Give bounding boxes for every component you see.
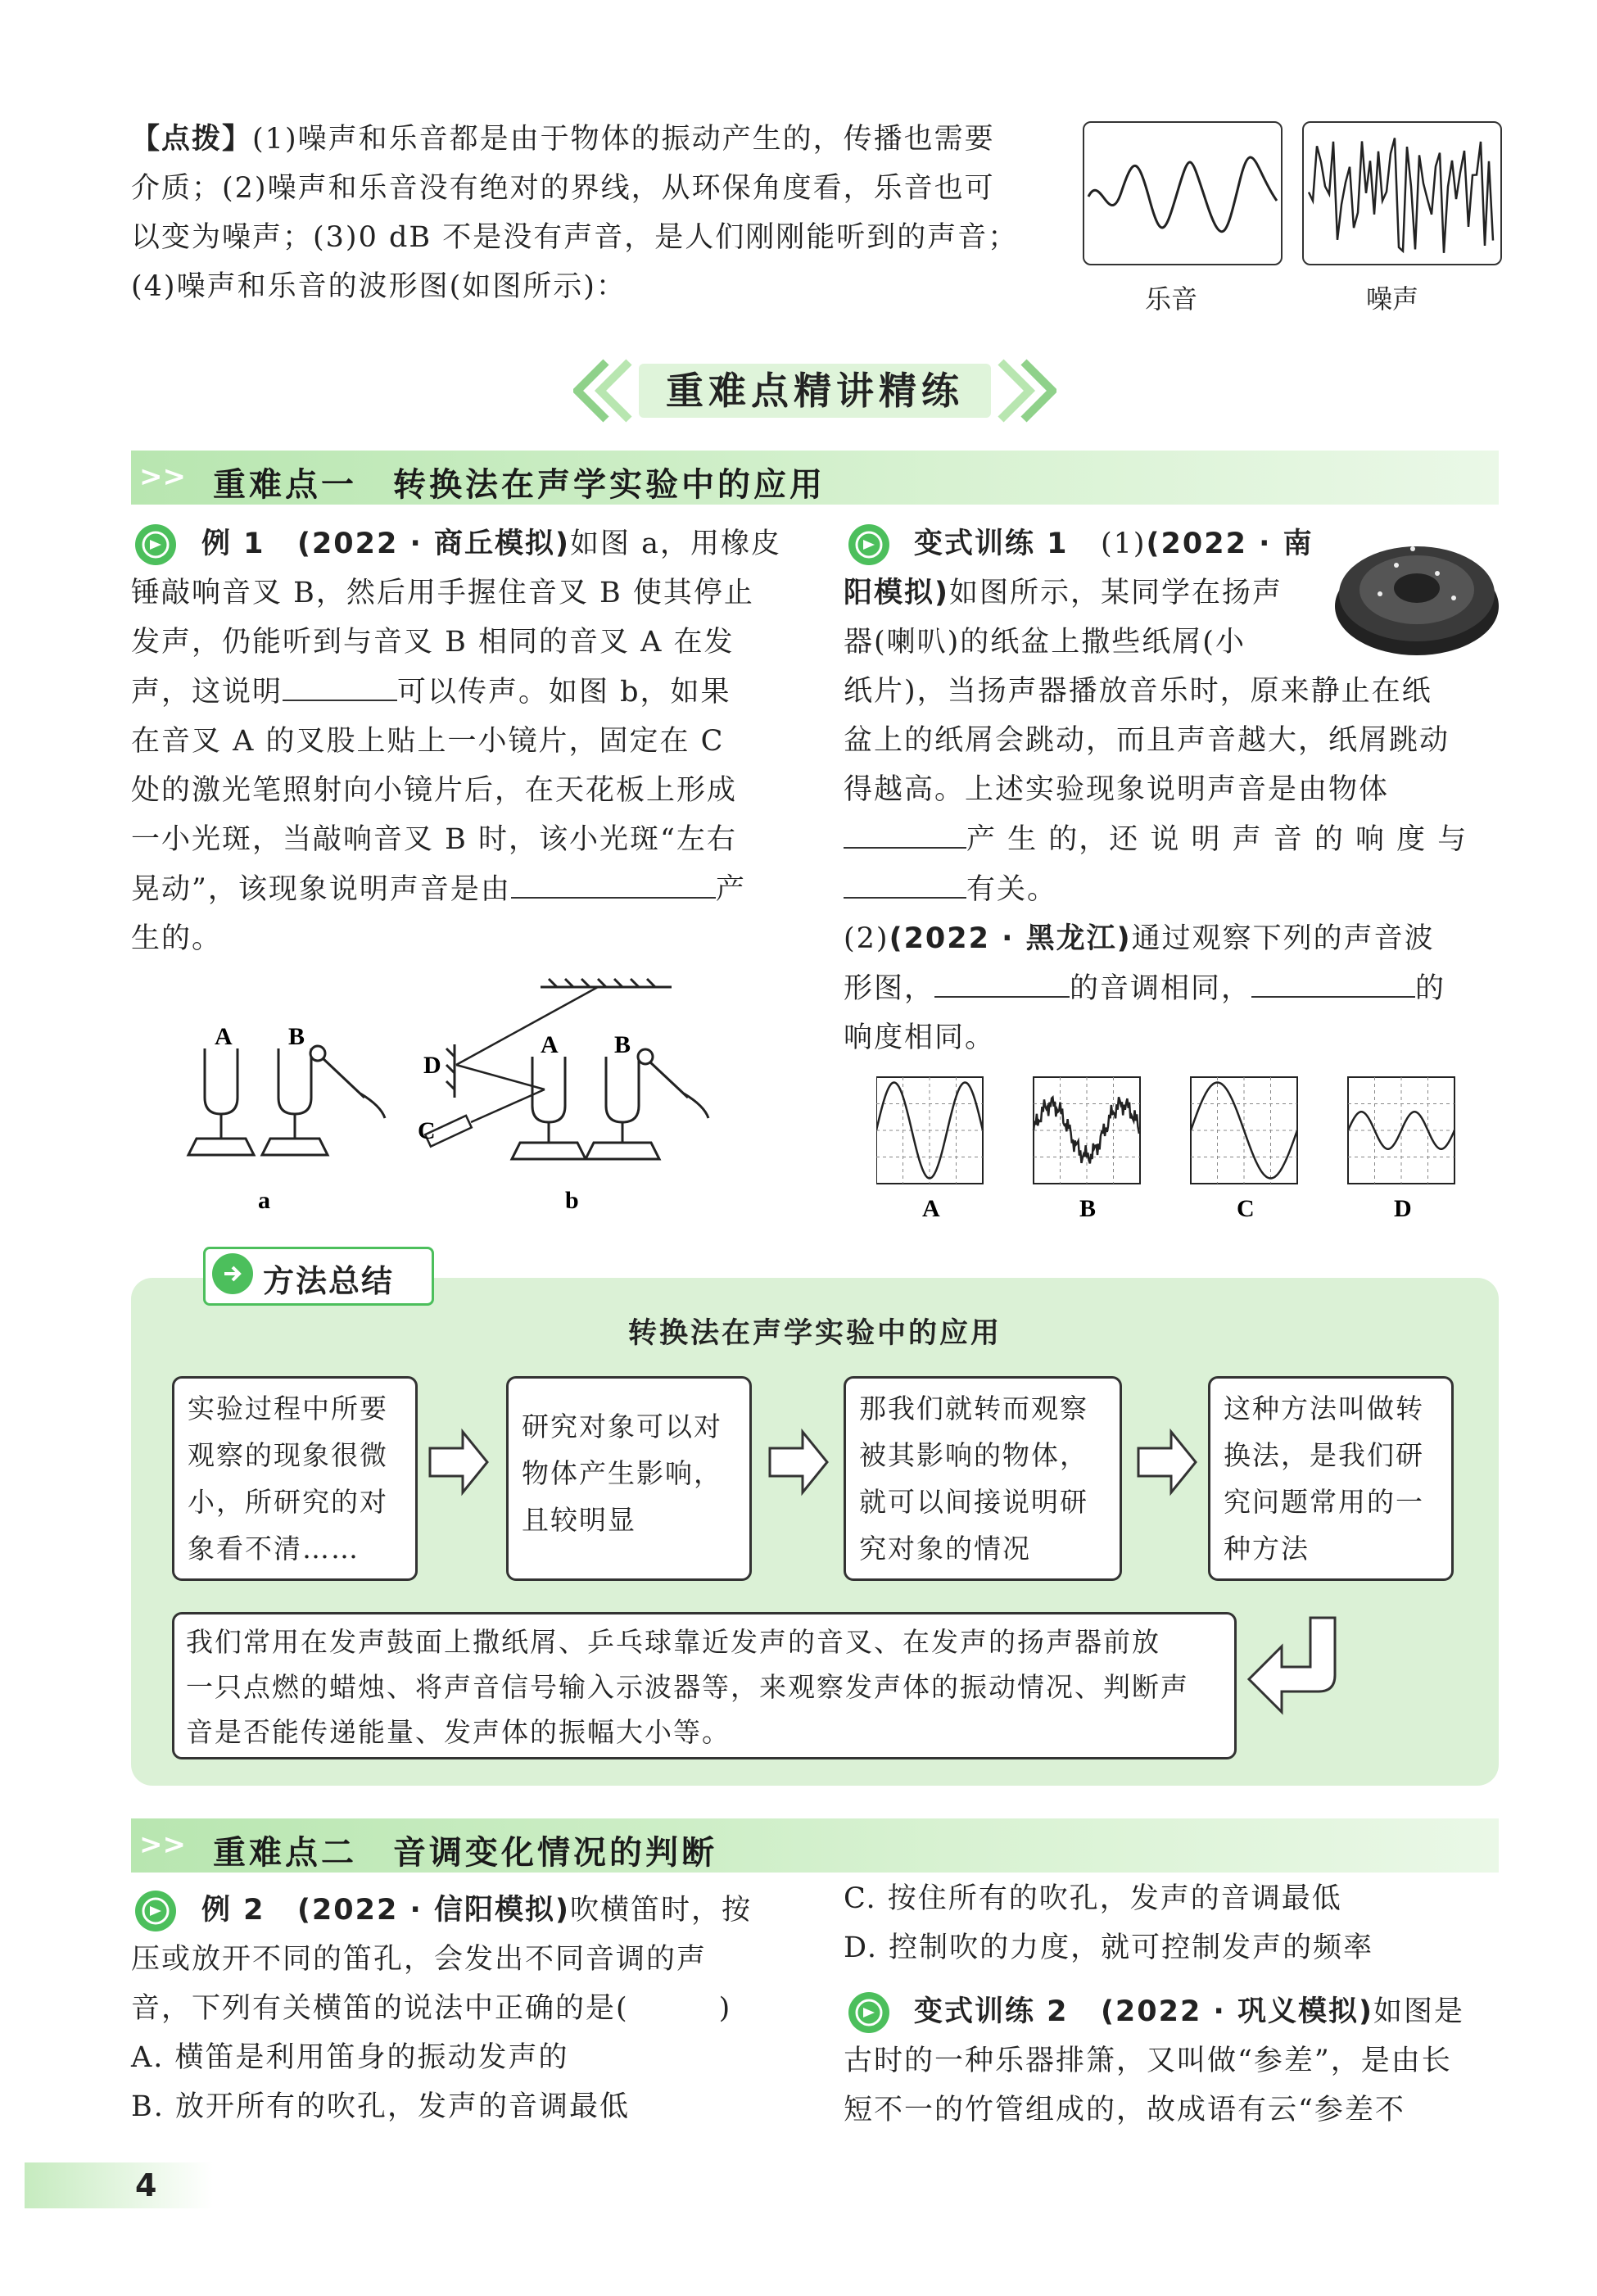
section-banner bbox=[573, 354, 1056, 428]
variant2-text: 变式训练 2 (2022 · 巩义模拟)如图是 古时的一种乐器排箫，又叫做“参差”，是由长 短不一的竹管组成的，故成语有云“参差不 bbox=[844, 1987, 1499, 2135]
light-path bbox=[425, 987, 598, 1147]
label-A-b: A bbox=[541, 1031, 559, 1058]
variant1-line-1: 变式训练 1 (1)(2022 · 南 bbox=[914, 528, 1314, 560]
tip-line-2: 介质；(2)噪声和乐音没有绝对的界线，从环保角度看，乐音也可 bbox=[131, 172, 995, 205]
page-number: 4 bbox=[135, 2167, 157, 2203]
example1-line-9: 晃动”，该现象说明声音是由 产 bbox=[131, 864, 819, 914]
example2-options-cd bbox=[844, 1874, 1499, 1972]
fork-A-b bbox=[512, 1057, 586, 1159]
music-wave-svg bbox=[1084, 123, 1281, 264]
variant2-line-1: 变式训练 2 (2022 · 巩义模拟)如图是 bbox=[914, 1995, 1465, 2028]
fork-B-a bbox=[262, 1046, 385, 1155]
point1-band bbox=[131, 451, 1499, 505]
music-waveform bbox=[1083, 121, 1283, 265]
variant1-line-9: (2)(2022 · 黑龙江)通过观察下列的声音波 bbox=[844, 922, 1435, 955]
waveform-label-A: A bbox=[922, 1195, 940, 1220]
answer-blank[interactable] bbox=[844, 814, 966, 849]
label-A: A bbox=[215, 1023, 233, 1050]
flow-arrow-icon bbox=[766, 1425, 831, 1499]
waveform-panel-B bbox=[1034, 1077, 1140, 1220]
point1-title: 重难点一 转换法在声学实验中的应用 bbox=[213, 466, 826, 504]
waveform-panel-A bbox=[876, 1077, 983, 1220]
waveform-label-B: B bbox=[1079, 1195, 1097, 1220]
band-chevron-icon: >> bbox=[139, 1828, 186, 1861]
flow-arrow-icon bbox=[426, 1425, 491, 1499]
answer-blank[interactable] bbox=[511, 864, 716, 899]
oscilloscope-waveforms bbox=[876, 1073, 1499, 1220]
variant1-line-8: 有关。 bbox=[844, 864, 1499, 914]
example1-text: 例 1 (2022 · 商丘模拟)如图 a，用橡皮 锤敲响音叉 B，然后用手握住音叉 B 使其停止 发声，仍能听到与音叉 B 相同的音叉 A 在发 声，这说明 可以传声。如图 b，如果 在音叉 A 的叉股上贴上一小镜片，固定在 C 处的激光笔照射向小镜片后，在天花板上形成 一小光斑，当敲响音叉 B 时，该小光斑“左右 晃动”，该现象说明声音是由 产 生的。 bbox=[131, 519, 819, 963]
option-A[interactable]: A. 横笛是利用笛身的振动发声的 bbox=[131, 2041, 569, 2074]
method-box-3: 那我们就转而观察 被其影响的物体， 就可以间接说明研 究对象的情况 bbox=[844, 1376, 1122, 1581]
tip-line-1: 【点拨】(1)噪声和乐音都是由于物体的振动产生的，传播也需要 bbox=[131, 123, 995, 156]
answer-blank[interactable] bbox=[934, 963, 1070, 998]
option-B[interactable]: B. 放开所有的吹孔，发声的音调最低 bbox=[131, 2090, 630, 2123]
variant1-text: 变式训练 1 (1)(2022 · 南 阳模拟)如图所示，某同学在扬声 器(喇叭)的纸盆上撒些纸屑(小 纸片)，当扬声器播放音乐时，原来静止在纸 盆上的纸屑会跳动，而且声音越大，纸屑跳动 得越高。上述实验现象说明声音是由物体 产 生 的，还 说 明 声 音 的 响 度 与 有关。 (2)(2022 · 黑龙江)通过观察下列的声音波 形图， 的音调相同， 的 响度相同。 bbox=[844, 519, 1499, 1062]
method-header bbox=[203, 1247, 434, 1306]
example1-line-4: 声，这说明 可以传声。如图 b，如果 bbox=[131, 667, 819, 717]
variant1-line-10: 形图， 的音调相同， 的 bbox=[844, 963, 1499, 1013]
option-C[interactable]: C. 按住所有的吹孔，发声的音调最低 bbox=[844, 1882, 1342, 1915]
waveform-panel-C bbox=[1191, 1077, 1297, 1220]
tip-paragraph bbox=[131, 115, 1073, 311]
banner-title: 重难点精讲精练 bbox=[666, 369, 964, 413]
example2-line-3: 音，下列有关横笛的说法中正确的是( ) bbox=[131, 1992, 732, 2025]
method-bottom-box: 我们常用在发声鼓面上撒纸屑、乒乓球靠近发声的音叉、在发声的扬声器前放 一只点燃的蜡烛、将声音信号输入示波器等，来观察发声体的振动情况、判断声 音是否能传递能量、发声体的振幅大小等。 bbox=[172, 1612, 1237, 1759]
point2-band bbox=[131, 1818, 1499, 1873]
tuning-fork-figure bbox=[180, 975, 737, 1220]
tip-line-4: (4)噪声和乐音的波形图(如图所示)： bbox=[131, 270, 627, 303]
waveform-label-D: D bbox=[1394, 1195, 1412, 1220]
answer-blank[interactable] bbox=[1251, 963, 1415, 998]
mirror-D bbox=[446, 1044, 455, 1098]
label-B: B bbox=[288, 1023, 305, 1050]
method-box-1: 实验过程中所要 观察的现象很微 小，所研究的对 象看不清…… bbox=[172, 1376, 418, 1581]
flow-arrow-icon bbox=[1134, 1425, 1200, 1499]
label-b: b bbox=[565, 1187, 579, 1214]
variant1-line-2: 阳模拟)如图所示，某同学在扬声 bbox=[844, 577, 1283, 609]
noise-wave-svg bbox=[1304, 123, 1500, 264]
waveform-group bbox=[876, 1073, 1499, 1220]
example1-line-1: 例 1 (2022 · 商丘模拟)如图 a，用橡皮 bbox=[201, 528, 782, 560]
waveform-panel-D bbox=[1348, 1077, 1454, 1220]
method-box-2: 研究对象可以对 物体产生影响， 且较明显 bbox=[506, 1376, 752, 1581]
label-B-b: B bbox=[614, 1031, 631, 1058]
answer-blank[interactable] bbox=[283, 667, 397, 701]
label-D: D bbox=[423, 1052, 441, 1079]
method-box-4: 这种方法叫做转 换法，是我们研 究问题常用的一 种方法 bbox=[1208, 1376, 1454, 1581]
waveform-label-C: C bbox=[1237, 1195, 1255, 1220]
option-D[interactable]: D. 控制吹的力度，就可控制发声的频率 bbox=[844, 1931, 1374, 1964]
music-wave-label: 乐音 bbox=[1145, 283, 1198, 315]
method-header-label: 方法总结 bbox=[263, 1263, 395, 1299]
fork-B-b bbox=[586, 1049, 708, 1159]
tip-line-3: 以变为噪声；(3)0 dB 不是没有声音，是人们刚刚能听到的声音； bbox=[131, 221, 1019, 254]
page-number-bar bbox=[25, 2162, 213, 2208]
answer-blank[interactable] bbox=[844, 864, 966, 899]
noise-wave-label: 噪声 bbox=[1366, 283, 1419, 315]
tip-tag: 【点拨】 bbox=[131, 123, 253, 156]
label-C: C bbox=[418, 1117, 436, 1144]
example2-text: 例 2 (2022 · 信阳模拟)吹横笛时，按 压或放开不同的笛孔，会发出不同音调的声 音，下列有关横笛的说法中正确的是( ) A. 横笛是利用笛身的振动发声的 B. 放开所有的吹孔，发声的音调最低 bbox=[131, 1886, 786, 2131]
point2-title: 重难点二 音调变化情况的判断 bbox=[213, 1834, 717, 1872]
variant1-line-7: 产 生 的，还 说 明 声 音 的 响 度 与 bbox=[844, 814, 1499, 864]
method-title: 转换法在声学实验中的应用 bbox=[627, 1317, 1002, 1350]
ceiling bbox=[541, 979, 672, 987]
example2-line-1: 例 2 (2022 · 信阳模拟)吹横笛时，按 bbox=[201, 1894, 753, 1927]
band-chevron-icon: >> bbox=[139, 460, 186, 493]
noise-waveform bbox=[1302, 121, 1502, 265]
fork-A-a bbox=[188, 1048, 254, 1155]
method-arrow-icon bbox=[212, 1253, 253, 1294]
label-a: a bbox=[258, 1187, 270, 1214]
return-arrow-icon bbox=[1245, 1614, 1351, 1720]
